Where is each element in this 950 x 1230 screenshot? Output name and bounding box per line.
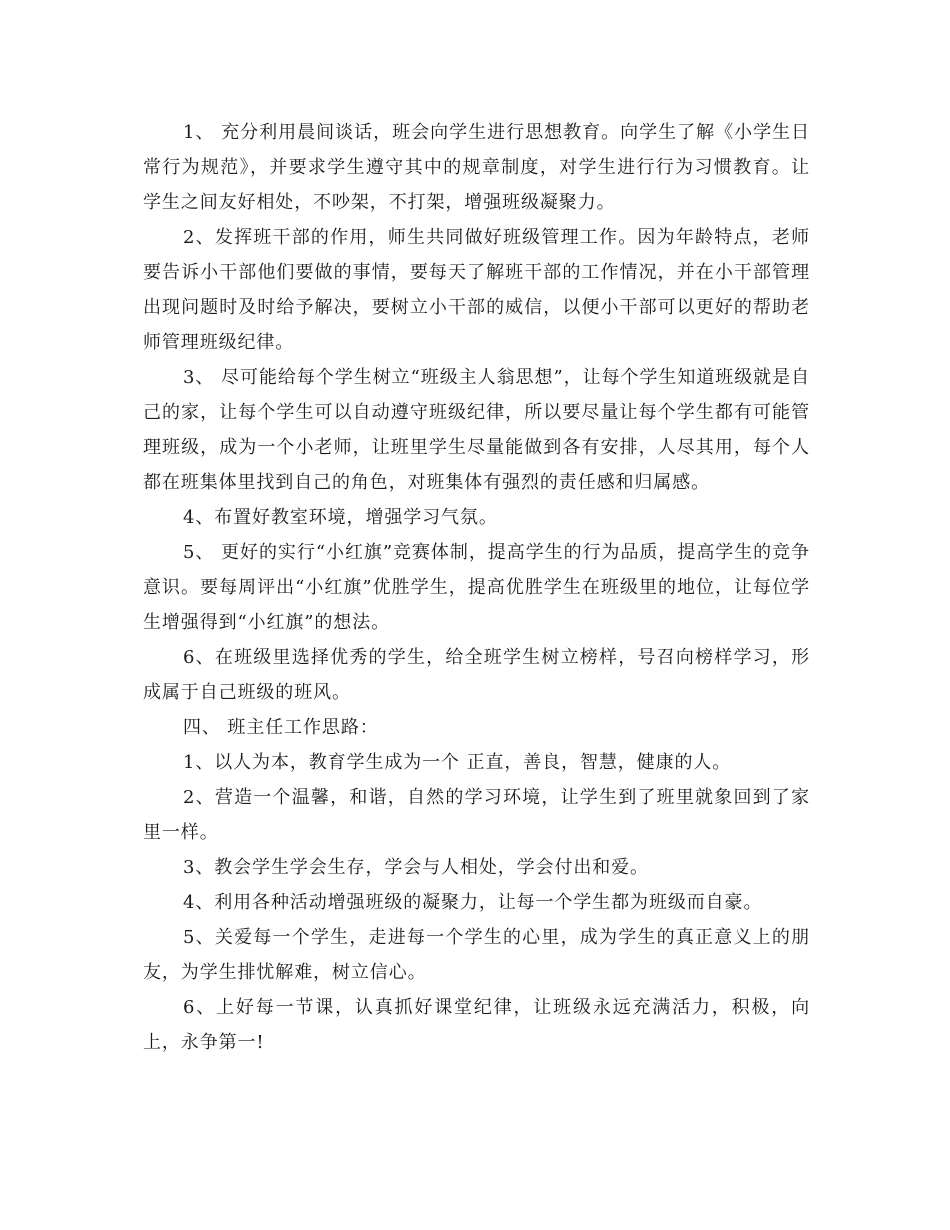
paragraph: 4、布置好教室环境，增强学习气氛。: [183, 507, 498, 528]
paragraph: 6、上好每一节课，认真抓好课堂纪律，让班级永远充满活力，积极，向上，永争第一!: [143, 997, 810, 1053]
paragraph: 3、 尽可能给每个学生树立“班级主人翁思想”，让每个学生知道班级就是自己的家，让每个学生可以自动遵守班级纪律，所以要尽量让每个学生都有可能管理班级，成为一个小老师，让班里学生尽量能做到各有安排，人尽其用，每个人都在班集体里找到自己的角色，对班集体有强烈的责任感和归属感。: [143, 367, 810, 493]
paragraph: 5、关爱每一个学生，走进每一个学生的心里，成为学生的真正意义上的朋友，为学生排忧解难，树立信心。: [143, 927, 810, 983]
paragraph: 6、在班级里选择优秀的学生，给全班学生树立榜样，号召向榜样学习，形成属于自己班级的班风。: [143, 647, 810, 703]
document-body: [143, 115, 810, 1060]
paragraph: 1、 充分利用晨间谈话，班会向学生进行思想教育。向学生了解《小学生日常行为规范》，并要求学生遵守其中的规章制度，对学生进行行为习惯教育。让学生之间友好相处，不吵架，不打架，增强班级凝聚力。: [143, 122, 810, 213]
section-heading: 四、 班主任工作思路：: [183, 717, 379, 738]
paragraph: 1、以人为本，教育学生成为一个 正直，善良，智慧，健康的人。: [183, 752, 732, 773]
paragraph: 4、利用各种活动增强班级的凝聚力，让每一个学生都为班级而自豪。: [183, 892, 763, 913]
paragraph: 5、 更好的实行“小红旗”竞赛体制，提高学生的行为品质，提高学生的竞争意识。要每周评出“小红旗”优胜学生，提高优胜学生在班级里的地位，让每位学生增强得到“小红旗”的想法。: [143, 542, 810, 633]
paragraph: 2、发挥班干部的作用，师生共同做好班级管理工作。因为年龄特点，老师要告诉小干部他们要做的事情，要每天了解班干部的工作情况，并在小干部管理出现问题时及时给予解决，要树立小干部的威信，以便小干部可以更好的帮助老师管理班级纪律。: [143, 227, 810, 353]
paragraph: 3、教会学生学会生存，学会与人相处，学会付出和爱。: [183, 857, 649, 878]
paragraph: 2、营造一个温馨，和谐，自然的学习环境，让学生到了班里就象回到了家里一样。: [143, 787, 810, 843]
